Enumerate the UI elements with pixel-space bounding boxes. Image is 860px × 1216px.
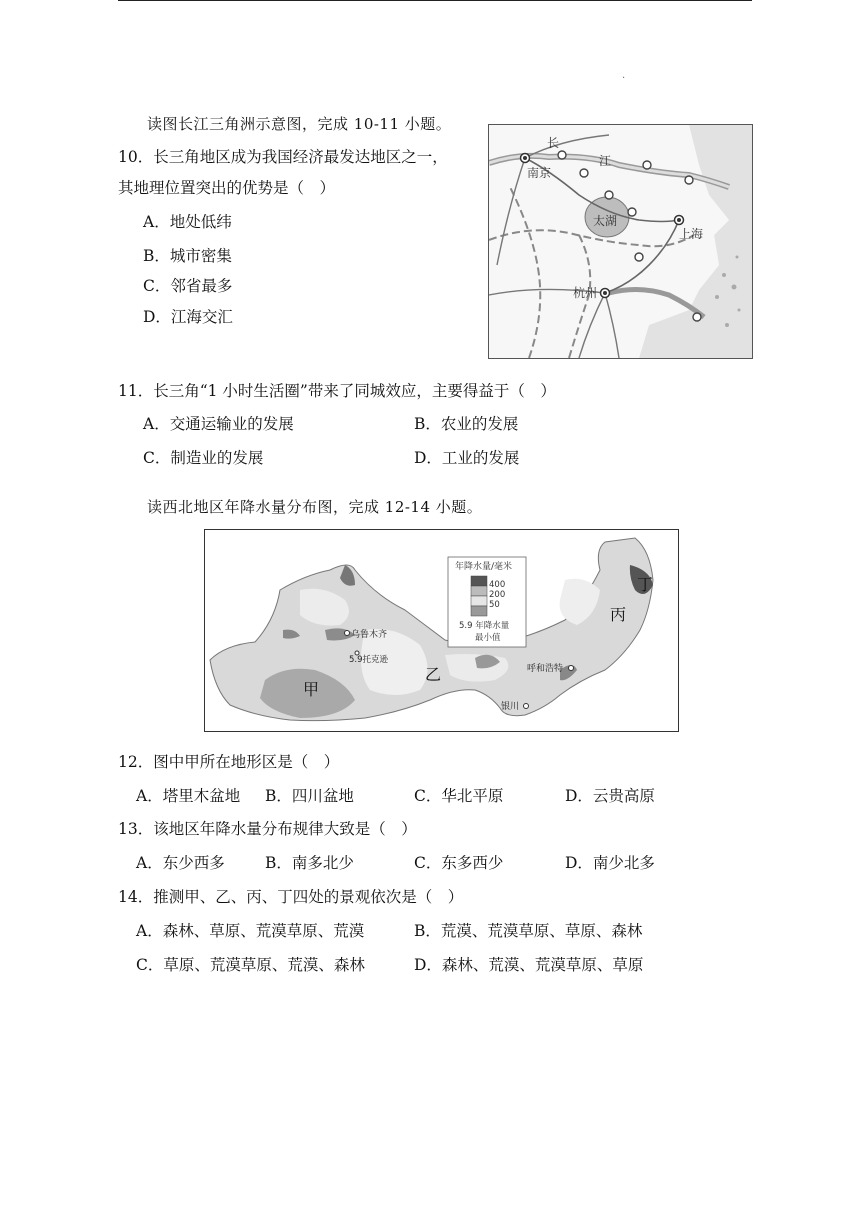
q14-option-c[interactable]: C．草原、荒漠草原、荒漠、森林 bbox=[136, 956, 365, 974]
legend-value-400: 400 bbox=[489, 580, 506, 590]
label-jiang: 江 bbox=[599, 154, 612, 168]
label-jia: 甲 bbox=[303, 680, 320, 699]
q10-option-b[interactable]: B．城市密集 bbox=[143, 247, 232, 265]
stray-dot: . bbox=[622, 70, 626, 81]
q13-option-b[interactable]: B．南多北少 bbox=[265, 854, 354, 872]
northwest-precipitation-map bbox=[204, 529, 679, 732]
q10-stem-line2: 其地理位置突出的优势是（ ） bbox=[118, 179, 336, 197]
legend-value-50: 50 bbox=[489, 600, 500, 610]
q12-option-b[interactable]: B．四川盆地 bbox=[265, 787, 354, 805]
label-bing: 丙 bbox=[610, 605, 627, 624]
q10-option-a[interactable]: A．地处低纬 bbox=[143, 213, 232, 231]
q14-option-b[interactable]: B．荒漠、荒漠草原、草原、森林 bbox=[414, 922, 643, 940]
yangtze-delta-map-svg bbox=[489, 125, 752, 358]
northwest-precipitation-map-svg bbox=[205, 530, 678, 731]
q11-option-d[interactable]: D．工业的发展 bbox=[414, 449, 520, 467]
yangtze-delta-map bbox=[488, 124, 753, 359]
legend-value-200: 200 bbox=[489, 590, 506, 600]
q13-option-a[interactable]: A．东少西多 bbox=[136, 854, 225, 872]
q10-stem-line1: 10．长三角地区成为我国经济最发达地区之一， bbox=[118, 148, 448, 166]
q13-option-c[interactable]: C．东多西少 bbox=[414, 854, 504, 872]
q12-option-a[interactable]: A．塔里木盆地 bbox=[136, 787, 241, 805]
q11-option-b[interactable]: B．农业的发展 bbox=[414, 415, 519, 433]
label-yinchuan: 银川 bbox=[501, 702, 520, 712]
intro-q12-14: 读西北地区年降水量分布图，完成 12-14 小题。 bbox=[147, 498, 483, 516]
legend-note-line1: 5.9 年降水量 bbox=[459, 621, 510, 631]
q11-option-c[interactable]: C．制造业的发展 bbox=[143, 449, 264, 467]
label-hohhot: 呼和浩特 bbox=[527, 664, 564, 674]
q12-option-d[interactable]: D．云贵高原 bbox=[565, 787, 655, 805]
q12-option-c[interactable]: C．华北平原 bbox=[414, 787, 504, 805]
label-nanjing: 南京 bbox=[527, 166, 552, 180]
label-ding: 丁 bbox=[637, 575, 654, 594]
label-urumqi: 乌鲁木齐 bbox=[351, 630, 388, 640]
q14-option-d[interactable]: D．森林、荒漠、荒漠草原、草原 bbox=[414, 956, 644, 974]
q10-option-c[interactable]: C．邻省最多 bbox=[143, 277, 233, 295]
legend-title: 年降水量/毫米 bbox=[455, 562, 513, 572]
q13-option-d[interactable]: D．南少北多 bbox=[565, 854, 655, 872]
label-shanghai: 上海 bbox=[679, 227, 704, 241]
q13-stem: 13．该地区年降水量分布规律大致是（ ） bbox=[118, 820, 417, 838]
label-hangzhou: 杭州 bbox=[573, 286, 598, 300]
label-chang: 长 bbox=[547, 136, 560, 150]
legend-note-line2: 最小值 bbox=[475, 633, 501, 643]
q14-stem: 14．推测甲、乙、丙、丁四处的景观依次是（ ） bbox=[118, 888, 464, 906]
page-top-rule bbox=[118, 0, 752, 1]
q11-stem: 11．长三角“1 小时生活圈”带来了同城效应，主要得益于（ ） bbox=[118, 382, 556, 400]
q12-stem: 12．图中甲所在地形区是（ ） bbox=[118, 753, 340, 771]
q14-option-a[interactable]: A．森林、草原、荒漠草原、荒漠 bbox=[136, 922, 365, 940]
label-tuokexun: 5.9托克逊 bbox=[349, 655, 389, 665]
q10-option-d[interactable]: D．江海交汇 bbox=[143, 308, 233, 326]
label-taihu: 太湖 bbox=[593, 214, 618, 228]
label-yi: 乙 bbox=[425, 665, 442, 684]
q11-option-a[interactable]: A．交通运输业的发展 bbox=[143, 415, 294, 433]
intro-q10-11: 读图长江三角洲示意图，完成 10-11 小题。 bbox=[147, 115, 452, 133]
